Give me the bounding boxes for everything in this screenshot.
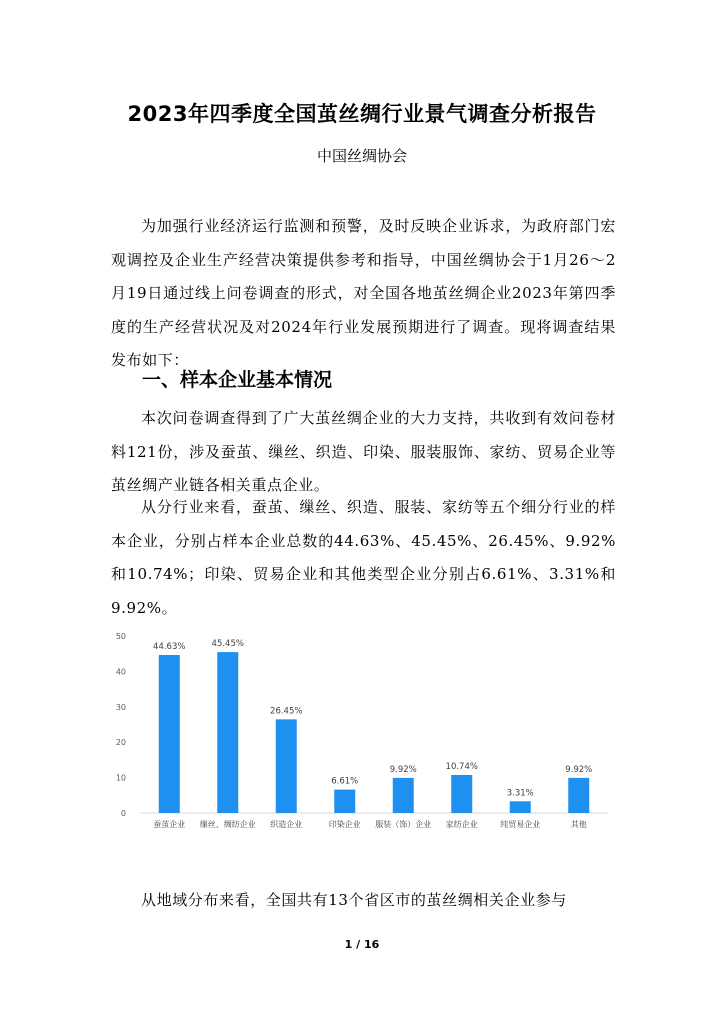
data-label: 9.92% bbox=[565, 764, 593, 775]
by-region-paragraph: 从地域分布来看，全国共有13个省区市的茧丝绸相关企业参与 bbox=[141, 891, 567, 909]
x-tick-label: 服装（饰）企业 bbox=[375, 820, 432, 829]
y-tick-label: 0 bbox=[120, 809, 126, 818]
bar bbox=[510, 801, 531, 813]
data-label: 45.45% bbox=[211, 639, 244, 650]
data-label: 9.92% bbox=[389, 764, 417, 775]
data-label: 44.63% bbox=[153, 642, 186, 653]
by-industry-paragraph: 从分行业来看，蚕茧、缫丝、织造、服装、家纺等五个细分行业的样本企业，分别占样本企业总数的44.63%、45.45%、26.45%、9.92%和10.74%；印染、贸易企业和其他类型企业分别占6.61%、3.31%和9.92%。 bbox=[111, 498, 616, 617]
y-tick-label: 40 bbox=[115, 667, 126, 677]
y-tick-label: 30 bbox=[115, 702, 126, 712]
bar bbox=[217, 652, 238, 813]
sample-basic-paragraph: 本次问卷调查得到了广大茧丝绸企业的大力支持，共收到有效问卷材料121份，涉及蚕茧、缫丝、织造、印染、服装服饰、家纺、贸易企业等茧丝绸产业链各相关重点企业。 bbox=[111, 409, 616, 494]
industry-share-bar-chart bbox=[112, 622, 612, 840]
page-number: 1 / 16 bbox=[344, 938, 380, 951]
x-tick-label: 家纺企业 bbox=[445, 820, 478, 829]
bar bbox=[276, 719, 297, 813]
x-tick-label: 纯贸易企业 bbox=[500, 820, 541, 829]
document-title: 2023年四季度全国茧丝绸行业景气调查分析报告 bbox=[127, 102, 597, 126]
section-heading: 一、样本企业基本情况 bbox=[142, 369, 333, 391]
y-tick-label: 10 bbox=[115, 773, 126, 783]
data-label: 10.74% bbox=[445, 761, 478, 772]
bar bbox=[334, 790, 355, 813]
x-tick-label: 缫丝、绸纺企业 bbox=[199, 820, 256, 829]
y-tick-label: 20 bbox=[115, 738, 126, 748]
document-author: 中国丝绸协会 bbox=[316, 147, 407, 165]
x-tick-label: 印染企业 bbox=[328, 820, 361, 829]
data-label: 6.61% bbox=[331, 776, 359, 787]
intro-paragraph: 为加强行业经济运行监测和预警，及时反映企业诉求，为政府部门宏观调控及企业生产经营决策提供参考和指导，中国丝绸协会于1月26～2月19日通过线上问卷调查的形式，对全国各地茧丝绸企业2023年第四季度的生产经营状况及对2024年行业发展预期进行了调查。现将调查结果发布如下： bbox=[111, 217, 616, 369]
bar bbox=[568, 778, 589, 813]
x-tick-label: 蚕茧企业 bbox=[153, 820, 186, 829]
y-tick-label: 50 bbox=[115, 632, 126, 641]
x-tick-label: 织造企业 bbox=[270, 820, 303, 829]
data-label: 26.45% bbox=[270, 706, 303, 717]
bar bbox=[159, 655, 180, 813]
data-label: 3.31% bbox=[506, 788, 534, 799]
x-tick-label: 其他 bbox=[570, 820, 587, 829]
bar bbox=[393, 778, 414, 813]
bar bbox=[451, 775, 472, 813]
